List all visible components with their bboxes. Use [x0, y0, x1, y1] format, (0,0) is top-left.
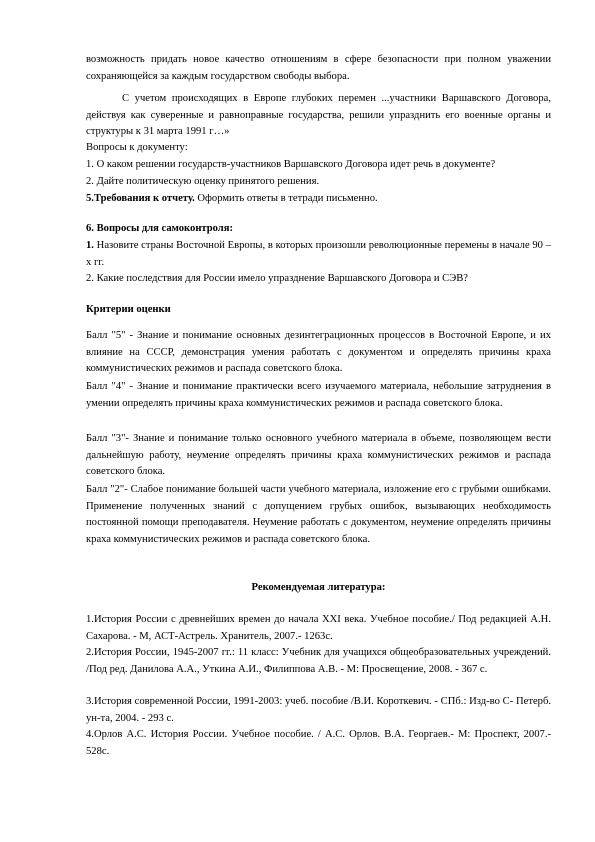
quote-paragraph-2: С учетом происходящих в Европе глубоких перемен ...участники Варшавского Договора, действуя как суверенные и равноправные государства, решили упразднить его военные органы и структуры к 31 марта 1991 г…»: [86, 93, 551, 137]
score-2: Балл "2"- Слабое понимание большей части учебного материала, изложение его с грубыми ошибками. Применение полученных знаний с допущением грубых ошибок, вызывающих необходимость постоянной помощи преподавателя. Неумение работать с документом, неумение определять причины краха коммунистических режимов и распада советского блока.: [86, 484, 551, 545]
literature-item-3: 3.История современной России, 1991-2003: учеб. пособие /В.И. Короткевич. - СПб.: Изд-во С- Петерб. ун-та, 2004. - 293 с.: [86, 696, 551, 724]
criteria-heading: Критерии оценки: [86, 304, 171, 315]
literature-item-2: 2.История России, 1945-2007 гг.: 11 класс: Учебник для учащихся общеобразовательных учреждений. /Под ред. Данилова А.А., Уткина А.И., Филиппова А.В. - М: Просвещение, 2008. - 367 с.: [86, 647, 551, 675]
self-check-question-2: 2. Какие последствия для России имело упразднение Варшавского Договора и СЭВ?: [86, 273, 468, 284]
question-1: 1. О каком решении государств-участников Варшавского Договора идет речь в документе?: [86, 159, 496, 170]
score-3: Балл "3"- Знание и понимание только основного учебного материала в объеме, позволяющем вести дальнейшую работу, неумение определять причины краха коммунистических режимов и распада советского блока.: [86, 433, 551, 477]
self-check-question-1: [86, 238, 551, 271]
question-2: 2. Дайте политическую оценку принятого решения.: [86, 176, 320, 187]
questions-heading: Вопросы к документу:: [86, 142, 188, 153]
score-4: Балл "4" - Знание и понимание практически всего изучаемого материала, небольшие затруднения в умении определять причины краха коммунистических режимов и распада советского блока.: [86, 381, 551, 409]
self-check-question-1-number: 1.: [86, 240, 94, 251]
report-text: Оформить ответы в тетради письменно.: [194, 193, 378, 204]
literature-item-1: 1.История России с древнейших времен до начала XXI века. Учебное пособие./ Под редакцией А.Н. Сахарова. - М, АСТ-Астрель. Хранитель, 2007.- 1263с.: [86, 614, 551, 642]
self-check-heading: 6. Вопросы для самоконтроля:: [86, 223, 234, 234]
self-check-question-1-text: Назовите страны Восточной Европы, в которых произошли революционные перемены в начале 90 – х гг.: [86, 240, 551, 268]
report-label: 5.Требования к отчету.: [86, 193, 195, 204]
literature-heading: Рекомендуемая литература:: [251, 582, 386, 593]
report-requirements: [86, 191, 551, 208]
quote-paragraph-1: возможность придать новое качество отношениям в сфере безопасности при полном уважении сохраняющейся за каждым государством свободы выбора.: [86, 54, 551, 82]
literature-item-4: 4.Орлов А.С. История России. Учебное пособие. / А.С. Орлов. В.А. Георгаев.- М: Проспект, 2007.- 528с.: [86, 729, 551, 757]
score-5: Балл "5" - Знание и понимание основных дезинтеграционных процессов в Восточной Европе, и их влияние на СССР, демонстрация умения работать с документом и определять причины краха коммунистических режимов и распада советского блока.: [86, 330, 551, 374]
